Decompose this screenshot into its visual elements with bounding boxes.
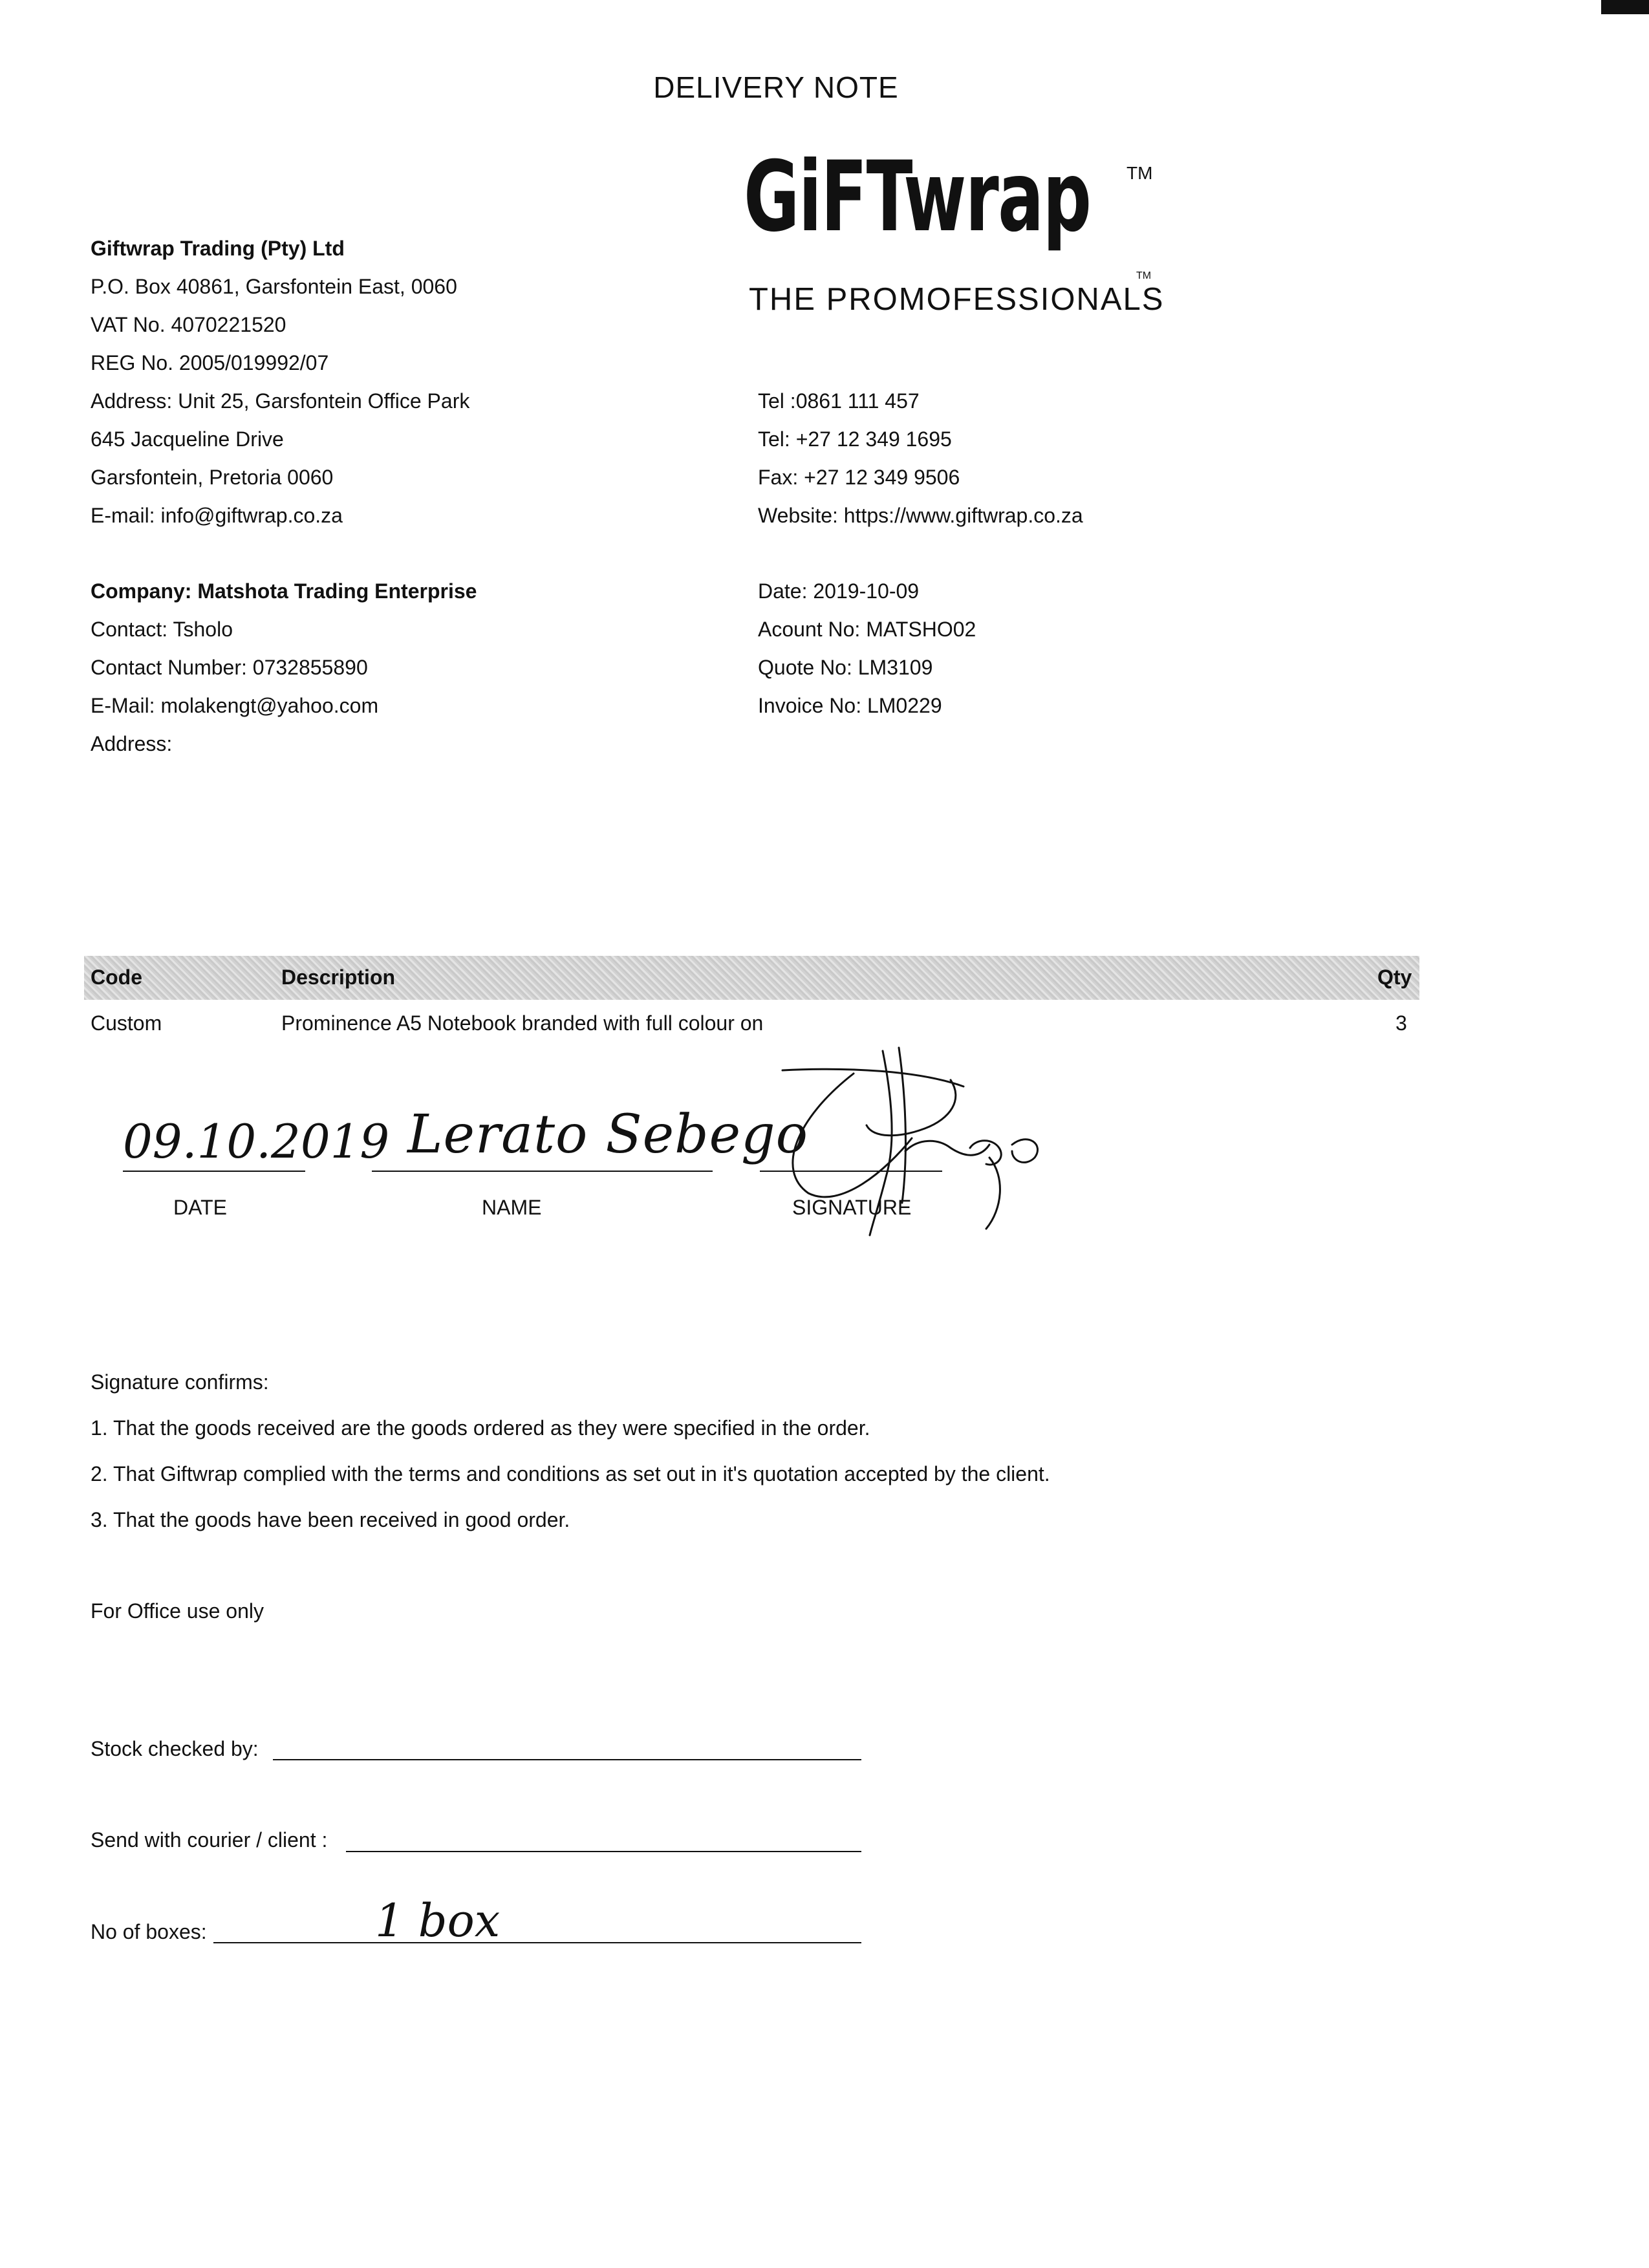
stock-checked-field[interactable] (273, 1759, 861, 1760)
supplier-vat: VAT No. 4070221520 (91, 313, 286, 336)
meta-quote: Quote No: LM3109 (758, 656, 933, 679)
items-header-code: Code (91, 966, 142, 989)
name-underline (372, 1171, 713, 1172)
customer-email: E-Mail: molakengt@yahoo.com (91, 694, 379, 717)
supplier-reg: REG No. 2005/019992/07 (91, 351, 329, 374)
customer-contact: Contact: Tsholo (91, 618, 233, 641)
contact-tel2: Tel: +27 12 349 1695 (758, 427, 952, 451)
items-header-qty: Qty (1377, 966, 1412, 989)
customer-address: Address: (91, 732, 173, 755)
items-header-description: Description (281, 966, 396, 989)
office-heading: For Office use only (91, 1599, 264, 1623)
supplier-address-line1: Address: Unit 25, Garsfontein Office Park (91, 389, 470, 413)
courier-label: Send with courier / client : (91, 1828, 328, 1852)
confirms-line-2: 2. That Giftwrap complied with the terms and conditions as set out in it's quotation accepted by the client. (91, 1462, 1050, 1485)
contact-fax: Fax: +27 12 349 9506 (758, 466, 960, 489)
confirms-heading: Signature confirms: (91, 1370, 269, 1394)
supplier-po-box: P.O. Box 40861, Garsfontein East, 0060 (91, 275, 457, 298)
date-underline (123, 1171, 305, 1172)
handwritten-signature (757, 1041, 1054, 1255)
contact-website: Website: https://www.giftwrap.co.za (758, 504, 1083, 527)
name-label: NAME (482, 1196, 542, 1219)
brand-tagline: THE PROMOFESSIONALS (749, 282, 1165, 317)
stock-checked-label: Stock checked by: (91, 1737, 259, 1760)
confirms-line-3: 3. That the goods have been received in good order. (91, 1508, 570, 1531)
brand-tagline-tm: TM (1136, 270, 1152, 281)
document-title: DELIVERY NOTE (653, 70, 899, 104)
handwritten-boxes: 1 box (375, 1894, 501, 1947)
scan-corner-mark (1601, 0, 1649, 14)
meta-account: Acount No: MATSHO02 (758, 618, 976, 641)
boxes-field[interactable] (213, 1942, 861, 1943)
handwritten-date: 09.10.2019 (123, 1114, 390, 1169)
contact-tel1: Tel :0861 111 457 (758, 389, 920, 413)
supplier-address-line3: Garsfontein, Pretoria 0060 (91, 466, 334, 489)
courier-field[interactable] (346, 1851, 861, 1852)
confirms-line-1: 1. That the goods received are the goods ordered as they were specified in the order. (91, 1416, 870, 1440)
supplier-address-line2: 645 Jacqueline Drive (91, 427, 284, 451)
customer-company: Company: Matshota Trading Enterprise (91, 579, 477, 603)
handwritten-name: Lerato Sebego (407, 1104, 809, 1165)
boxes-label: No of boxes: (91, 1920, 207, 1943)
supplier-email: E-mail: info@giftwrap.co.za (91, 504, 343, 527)
customer-number: Contact Number: 0732855890 (91, 656, 368, 679)
signature-label: SIGNATURE (792, 1196, 912, 1219)
item-description: Prominence A5 Notebook branded with full colour on (281, 1011, 764, 1035)
supplier-name: Giftwrap Trading (Pty) Ltd (91, 237, 345, 260)
date-label: DATE (173, 1196, 227, 1219)
meta-invoice: Invoice No: LM0229 (758, 694, 942, 717)
item-qty: 3 (1396, 1011, 1407, 1035)
item-code: Custom (91, 1011, 162, 1035)
brand-logo-wordmark: GiFTwrap (744, 141, 1091, 254)
meta-date: Date: 2019-10-09 (758, 579, 920, 603)
brand-logo-tm: TM (1126, 163, 1153, 183)
